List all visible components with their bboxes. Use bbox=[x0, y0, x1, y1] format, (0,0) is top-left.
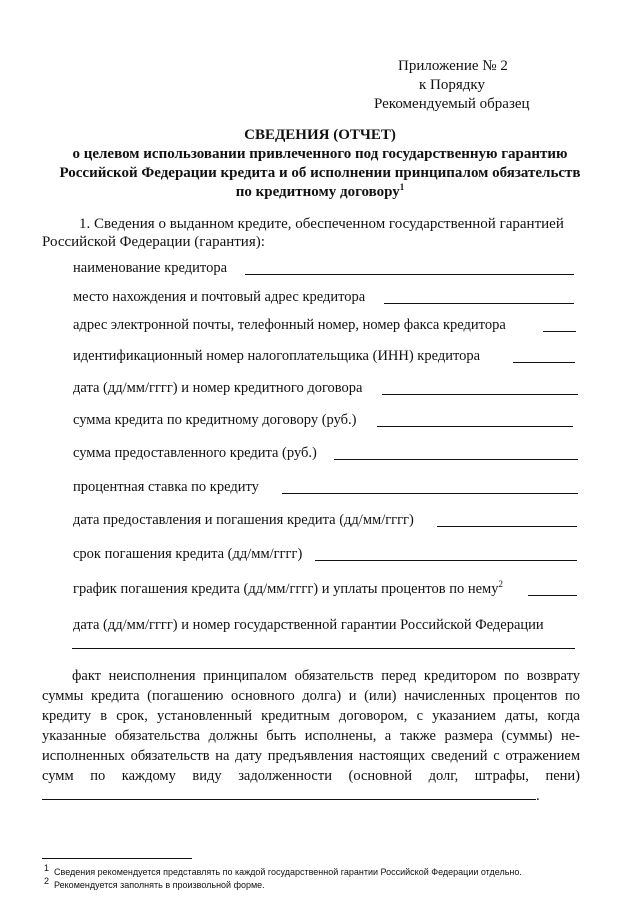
doc-subtitle-line3-text: по кредитному договору bbox=[235, 184, 400, 200]
field-loan-agreement-date: дата (дд/мм/гггг) и номер кредитного договора bbox=[73, 380, 363, 396]
fact-paragraph-text: факт неисполнения принципалом обязательств перед кредитором по возврату суммы кредита (погашению основного долга) и (или) начисленных процентов по кредиту в срок, установленный кредитным договором, с указанием даты, когда указанные обязательства должны быть исполнены, а также размера (суммы) не-исполненных обязательств на дату предъявления настоящих сведений с отражением сумм по каждому виду задолженности (основной долг, штрафы, пени) bbox=[42, 668, 580, 784]
section1-intro-line2: Российской Федерации (гарантия): bbox=[42, 234, 265, 250]
field-loan-amount-line[interactable] bbox=[377, 426, 573, 427]
doc-subtitle-line3 bbox=[0, 183, 640, 202]
field-guarantee-date-line[interactable] bbox=[72, 648, 575, 649]
doc-subtitle-line2: Российской Федерации кредита и об исполнении принципалом обязательств bbox=[59, 165, 581, 181]
field-provided-amount-line[interactable] bbox=[334, 459, 578, 460]
field-provided-amount: сумма предоставленного кредита (руб.) bbox=[73, 445, 317, 461]
field-loan-dates-line[interactable] bbox=[437, 526, 577, 527]
field-loan-dates: дата предоставления и погашения кредита (дд/мм/гггг) bbox=[73, 512, 414, 528]
footnote-2 bbox=[44, 876, 265, 891]
field-creditor-name: наименование кредитора bbox=[73, 260, 228, 276]
footnote-2-text: Рекомендуется заполнять в произвольной форме. bbox=[54, 880, 265, 890]
field-repayment-schedule-line[interactable] bbox=[528, 595, 577, 596]
field-creditor-inn-line[interactable] bbox=[513, 362, 575, 363]
field-repayment-term-line[interactable] bbox=[315, 560, 577, 561]
field-creditor-contacts-line[interactable] bbox=[543, 331, 576, 332]
field-creditor-address-line[interactable] bbox=[384, 303, 574, 304]
fact-paragraph-end: . bbox=[536, 788, 540, 804]
appendix-number: Приложение № 2 bbox=[398, 58, 508, 74]
field-loan-amount: сумма кредита по кредитному договору (руб.) bbox=[73, 412, 357, 428]
section1-intro-line1: 1. Сведения о выданном кредите, обеспеченном государственной гарантией bbox=[79, 216, 564, 232]
field-creditor-name-line[interactable] bbox=[245, 274, 574, 275]
footnote-1-mark: 1 bbox=[44, 863, 50, 873]
footnote-1-text: Сведения рекомендуется представлять по каждой государственной гарантии Российской Федерации отдельно. bbox=[54, 867, 522, 877]
field-repayment-term: срок погашения кредита (дд/мм/гггг) bbox=[73, 546, 303, 562]
field-guarantee-date: дата (дд/мм/гггг) и номер государственной гарантии Российской Федерации bbox=[73, 617, 544, 633]
field-repayment-schedule-text: график погашения кредита (дд/мм/гггг) и уплаты процентов по нему bbox=[73, 581, 499, 597]
footnote-2-mark: 2 bbox=[44, 876, 50, 886]
footnote-ref-2: 2 bbox=[498, 579, 503, 590]
field-creditor-address: место нахождения и почтовый адрес кредитора bbox=[73, 289, 366, 305]
field-creditor-contacts: адрес электронной почты, телефонный номер, номер факса кредитора bbox=[73, 317, 506, 333]
footnote-ref-1: 1 bbox=[399, 182, 405, 192]
fact-paragraph-line[interactable] bbox=[42, 787, 536, 800]
fact-paragraph bbox=[42, 666, 580, 806]
recommended-sample: Рекомендуемый образец bbox=[374, 96, 530, 112]
doc-title: СВЕДЕНИЯ (ОТЧЕТ) bbox=[244, 127, 396, 143]
field-loan-agreement-date-line[interactable] bbox=[382, 394, 578, 395]
doc-subtitle-line1: о целевом использовании привлеченного под государственную гарантию bbox=[72, 146, 568, 162]
field-interest-rate-line[interactable] bbox=[282, 493, 578, 494]
footnote-separator bbox=[42, 858, 192, 859]
field-creditor-inn: идентификационный номер налогоплательщика (ИНН) кредитора bbox=[73, 348, 481, 364]
field-repayment-schedule bbox=[73, 580, 503, 598]
appendix-order: к Порядку bbox=[419, 77, 485, 93]
field-interest-rate: процентная ставка по кредиту bbox=[73, 479, 259, 495]
footnote-1 bbox=[44, 863, 522, 878]
